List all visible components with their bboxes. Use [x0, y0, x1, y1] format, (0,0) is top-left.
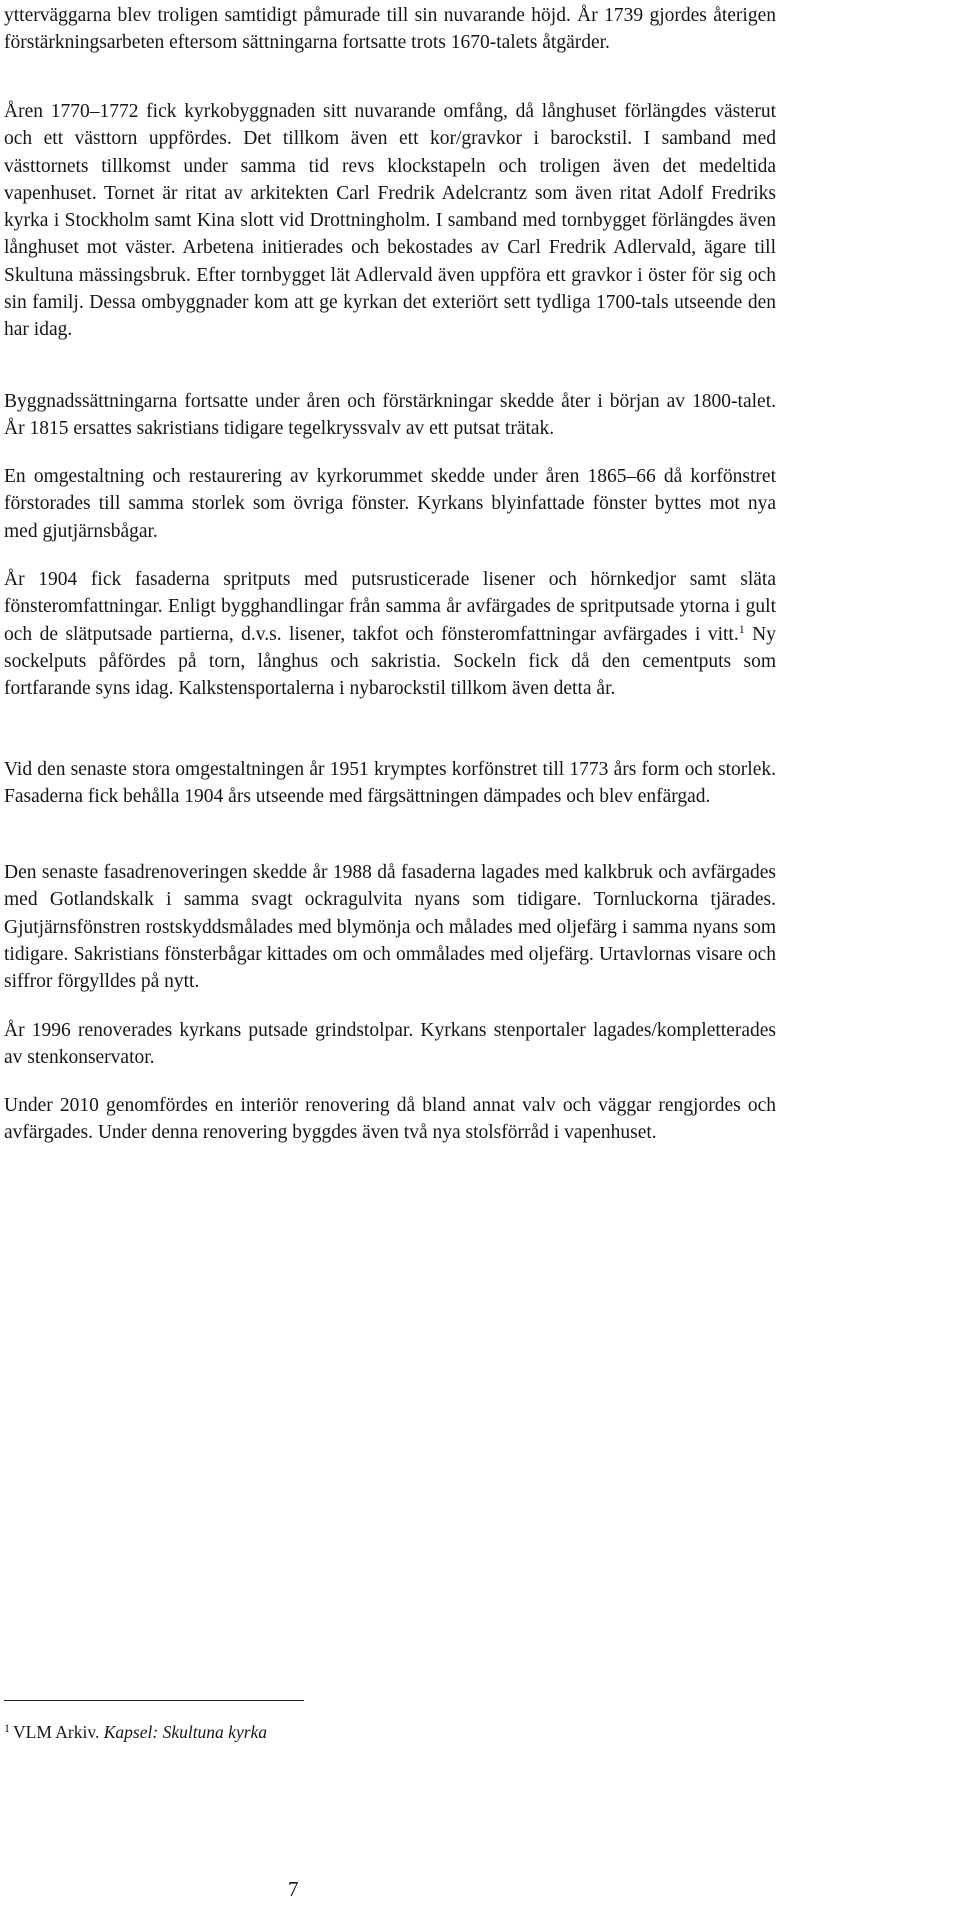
paragraph-5	[4, 566, 776, 702]
paragraph-4: En omgestaltning och restaurering av kyrkorummet skedde under åren 1865–66 då korfönstret förstorades till samma storlek som övriga fönster. Kyrkans blyinfattade fönster byttes mot nya med gjutjärnsbågar.	[4, 466, 776, 542]
paragraph-2: Åren 1770–1772 fick kyrkobyggnaden sitt nuvarande omfång, då långhuset förlängdes västerut och ett västtorn uppfördes. Det tillkom även ett kor/gravkor i barockstil. I samband med västtornets tillkomst under samma tid revs klockstapeln och troligen även det medeltida vapenhuset. Tornet är ritat av arkitekten Carl Fredrik Adelcrantz som även ritat Adolf Fredriks kyrka i Stockholm samt Kina slott vid Drottningholm. I samband med tornbygget förlängdes även långhuset mot väster. Arbetena initierades och bekostades av Carl Fredrik Adlervald, ägare till Skultuna mässingsbruk. Efter tornbygget lät Adlervald även uppföra ett gravkor i öster för sig och sin familj. Dessa ombyggnader kom att ge kyrkan det exteriört sett tydliga 1700-tals utseende den har idag.	[4, 101, 776, 341]
page-number: 7	[288, 1877, 299, 1901]
paragraph-7: Den senaste fasadrenoveringen skedde år 1988 då fasaderna lagades med kalkbruk och avfärgades med Gotlandskalk i samma svagt ockragulvita nyans som tidigare. Tornluckorna tjärades. Gjutjärnsfönstren rostskyddsmålades med blymönja och målades med oljefärg i samma nyans som tidigare. Sakristians fönsterbågar kittades om och ommålades med oljefärg. Urtavlornas visare och siffror förgylldes på nytt.	[4, 862, 776, 993]
footnote-text: VLM Arkiv.	[13, 1722, 104, 1742]
footnote-reference[interactable]: 1	[738, 621, 745, 636]
paragraph-1: ytterväggarna blev troligen samtidigt påmurade till sin nuvarande höjd. År 1739 gjordes återigen förstärkningsarbeten eftersom sättningarna fortsatte trots 1670-talets åtgärder.	[4, 5, 776, 54]
paragraph-9: Under 2010 genomfördes en interiör renovering då bland annat valv och väggar rengjordes och avfärgades. Under denna renovering byggdes även två nya stolsförråd i vapenhuset.	[4, 1095, 776, 1144]
paragraph-6: Vid den senaste stora omgestaltningen år 1951 krymptes korfönstret till 1773 års form och storlek. Fasaderna fick behålla 1904 års utseende med färgsättningen dämpades och blev enfärgad.	[4, 759, 776, 808]
footnote-mark: 1	[4, 1721, 10, 1735]
footnote-italic-text: Kapsel: Skultuna kyrka	[103, 1722, 268, 1742]
footnote	[4, 1716, 267, 1744]
paragraph-3: Byggnadssättningarna fortsatte under åren och förstärkningar skedde åter i början av 1800-talet. År 1815 ersattes sakristians tidigare tegelkryssvalv av ett putsat trätak.	[4, 391, 776, 440]
paragraph-5-text-a: År 1904 fick fasaderna spritputs med putsrusticerade lisener och hörnkedjor samt släta fönsteromfattningar. Enligt bygghandlingar från samma år avfärgades de spritputsade ytorna i gult och de slätputsade partierna, d.v.s. lisener, takfot och fönsteromfattningar avfärgades i vitt.	[4, 569, 776, 645]
paragraph-5-text-b: Ny sockelputs påfördes på torn, långhus och sakristia. Sockeln fick då den cementputs som fortfarande syns idag. Kalkstensportalerna i nybarockstil tillkom även detta år.	[4, 623, 776, 700]
footnote-separator	[4, 1700, 304, 1701]
paragraph-8: År 1996 renoverades kyrkans putsade grindstolpar. Kyrkans stenportaler lagades/kompletterades av stenkonservator.	[4, 1020, 776, 1069]
